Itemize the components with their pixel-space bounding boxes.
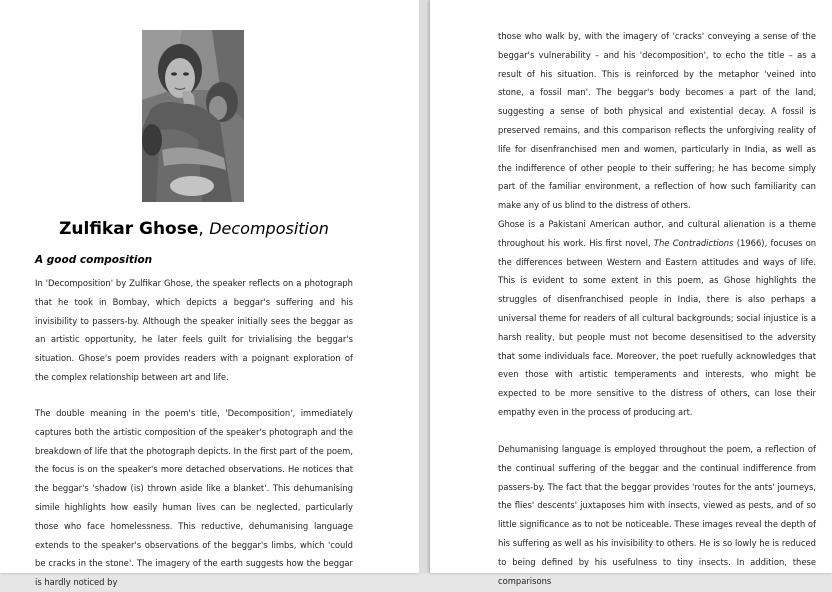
poem-title — [0, 219, 388, 239]
right-page — [430, 0, 832, 586]
poet-name: Zulfikar Ghose — [59, 219, 199, 239]
paragraph-text: Ghose is a Pakistani American author, and cultural alienation is a theme throughout his work. His first novel, — [498, 219, 816, 248]
migrant-mother-photo — [142, 30, 244, 202]
title-separator: , — [198, 219, 210, 239]
page-gutter — [419, 0, 430, 573]
paragraph-text: (1966), focuses on the differences between Western and Eastern attitudes and ways of life. This is evident to some extent in this poem, as Ghose highlights the struggles of disenfranchised people in India, there is also perhaps a universal theme for readers of all cultural backgrounds; social injustice is a harsh reality, but people must not become desensitised to the adversity that some individuals face. Moreover, the poet ruefully acknowledges that even those with artistic temperaments and interests, who might be expected to be more sensitive to the distress of others, can lose their empathy even in the process of producing art. — [498, 237, 817, 417]
novel-title: The Contradictions — [653, 237, 734, 248]
paragraph — [498, 215, 816, 422]
poem-name: Decomposition — [209, 219, 329, 238]
paragraph: Dehumanising language is employed throughout the poem, a reflection of the continual suffering of the beggar and the continual indifference from passers-by. The fact that the beggar provides 'routes for the ants' journeys, the flies' descents' juxtaposes him with insects, viewed as pests, and of so little significance as to not be noticeable. These images reveal the depth of his suffering as well as his invisibility to others. He is so lowly he is reduced to being defined by his usefulness to tiny insects. In addition, these comparisons — [498, 444, 816, 586]
paragraph: In 'Decomposition' by Zulfikar Ghose, the speaker reflects on a photograph that he took in Bombay, which depicts a beggar's suffering and his invisibility to passers-by. Although the speaker initially sees the beggar as an artistic opportunity, he later feels guilt for trivialising the beggar's situation. Ghose's poem provides readers with a poignant exploration of the complex relationship between art and life. — [35, 278, 353, 382]
paragraph: The double meaning in the poem's title, 'Decomposition', immediately captures both the artistic composition of the speaker's photograph and the breakdown of life that the photograph depicts. In the first part of the poem, the focus is on the speaker's more detached observations. He notices that the beggar's 'shadow (is) thrown aside like a blanket'. This dehumanising simile highlights how easily human lives can be neglected, particularly those who face homelessness. This reductive, dehumanising language extends to the speaker's observations of the beggar's limbs, which 'could be cracks in the stone'. The imagery of the earth suggests how the beggar is hardly noticed by — [35, 408, 353, 588]
paragraph: those who walk by, with the imagery of 'cracks' conveying a sense of the beggar's vulnerability – and his 'decomposition', to echo the title – as a result of his situation. This is reinforced by the metaphor 'veined into stone, a fossil man'. The beggar's body becomes a part of the land, suggesting a sense of both physical and existential decay. A fossil is preserved remains, and this comparison reflects the unforgiving reality of life for disenfranchised men and women, particularly in India, as well as the indifference of other people to their suffering; he has become simply part of the familiar environment, a reflection of how such familiarity can make any of us blind to the distress of others. — [498, 31, 816, 211]
section-heading: A good composition — [35, 254, 153, 266]
